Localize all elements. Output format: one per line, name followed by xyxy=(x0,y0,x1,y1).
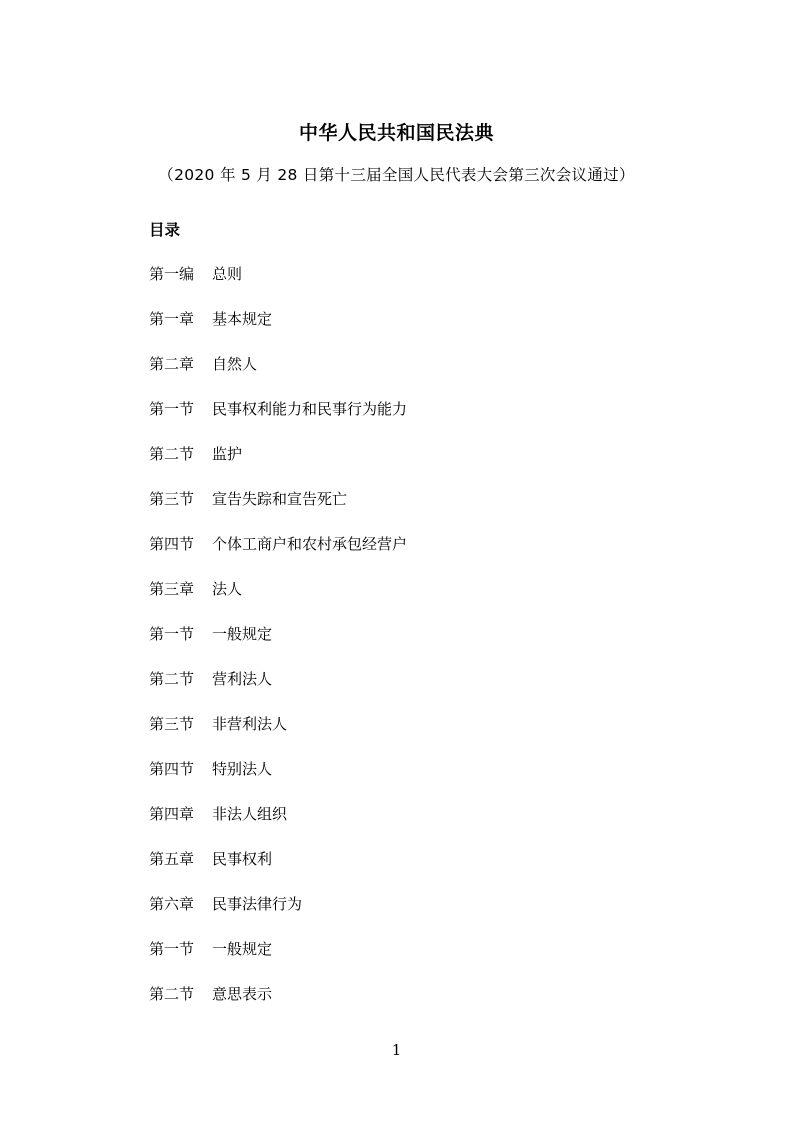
toc-item xyxy=(149,263,407,308)
toc-item-number: 第五章 xyxy=(149,850,195,868)
toc-item xyxy=(149,893,407,938)
toc-item-title: 宣告失踪和宣告死亡 xyxy=(212,490,348,508)
toc-item xyxy=(149,353,407,398)
toc-item-title: 监护 xyxy=(212,445,243,463)
toc-item-title: 非营利法人 xyxy=(212,715,288,733)
toc-item xyxy=(149,848,407,893)
toc-item xyxy=(149,533,407,578)
toc-item-number: 第二章 xyxy=(149,355,195,373)
toc-item-number: 第四节 xyxy=(149,535,195,553)
toc-item-title: 特别法人 xyxy=(212,760,273,778)
toc-item-number: 第一章 xyxy=(149,310,195,328)
toc-item-number: 第三节 xyxy=(149,715,195,733)
toc-item xyxy=(149,398,407,443)
toc-item-title: 非法人组织 xyxy=(212,805,288,823)
toc-item xyxy=(149,578,407,623)
toc-item-title: 一般规定 xyxy=(212,625,273,643)
toc-item-title: 法人 xyxy=(212,580,243,598)
toc-item-number: 第一节 xyxy=(149,625,195,643)
toc-item xyxy=(149,938,407,983)
table-of-contents xyxy=(149,263,407,1028)
toc-item-number: 第二节 xyxy=(149,985,195,1003)
toc-item-number: 第四章 xyxy=(149,805,195,823)
toc-heading: 目录 xyxy=(149,221,181,239)
toc-item-title: 民事权利能力和民事行为能力 xyxy=(212,400,408,418)
document-subtitle: （2020 年 5 月 28 日第十三届全国人民代表大会第三次会议通过） xyxy=(158,166,635,184)
toc-item-number: 第一编 xyxy=(149,265,195,283)
toc-item xyxy=(149,668,407,713)
document-title: 中华人民共和国民法典 xyxy=(298,122,494,144)
toc-item xyxy=(149,713,407,758)
toc-item-title: 总则 xyxy=(212,265,243,283)
toc-item xyxy=(149,983,407,1028)
toc-item-number: 第一节 xyxy=(149,400,195,418)
toc-item-number: 第二节 xyxy=(149,670,195,688)
toc-item-number: 第四节 xyxy=(149,760,195,778)
toc-item xyxy=(149,488,407,533)
page-number: 1 xyxy=(391,1041,402,1059)
toc-item-title: 营利法人 xyxy=(212,670,273,688)
toc-item-title: 个体工商户和农村承包经营户 xyxy=(212,535,408,553)
toc-item xyxy=(149,803,407,848)
toc-item xyxy=(149,758,407,803)
toc-item xyxy=(149,623,407,668)
toc-item-number: 第二节 xyxy=(149,445,195,463)
toc-item-title: 民事法律行为 xyxy=(212,895,303,913)
toc-item xyxy=(149,308,407,353)
toc-item-title: 基本规定 xyxy=(212,310,273,328)
toc-item-number: 第六章 xyxy=(149,895,195,913)
toc-item-number: 第一节 xyxy=(149,940,195,958)
toc-item-title: 一般规定 xyxy=(212,940,273,958)
toc-item-title: 意思表示 xyxy=(212,985,273,1003)
toc-item-number: 第三章 xyxy=(149,580,195,598)
toc-item xyxy=(149,443,407,488)
toc-item-title: 自然人 xyxy=(212,355,258,373)
toc-item-title: 民事权利 xyxy=(212,850,273,868)
toc-item-number: 第三节 xyxy=(149,490,195,508)
